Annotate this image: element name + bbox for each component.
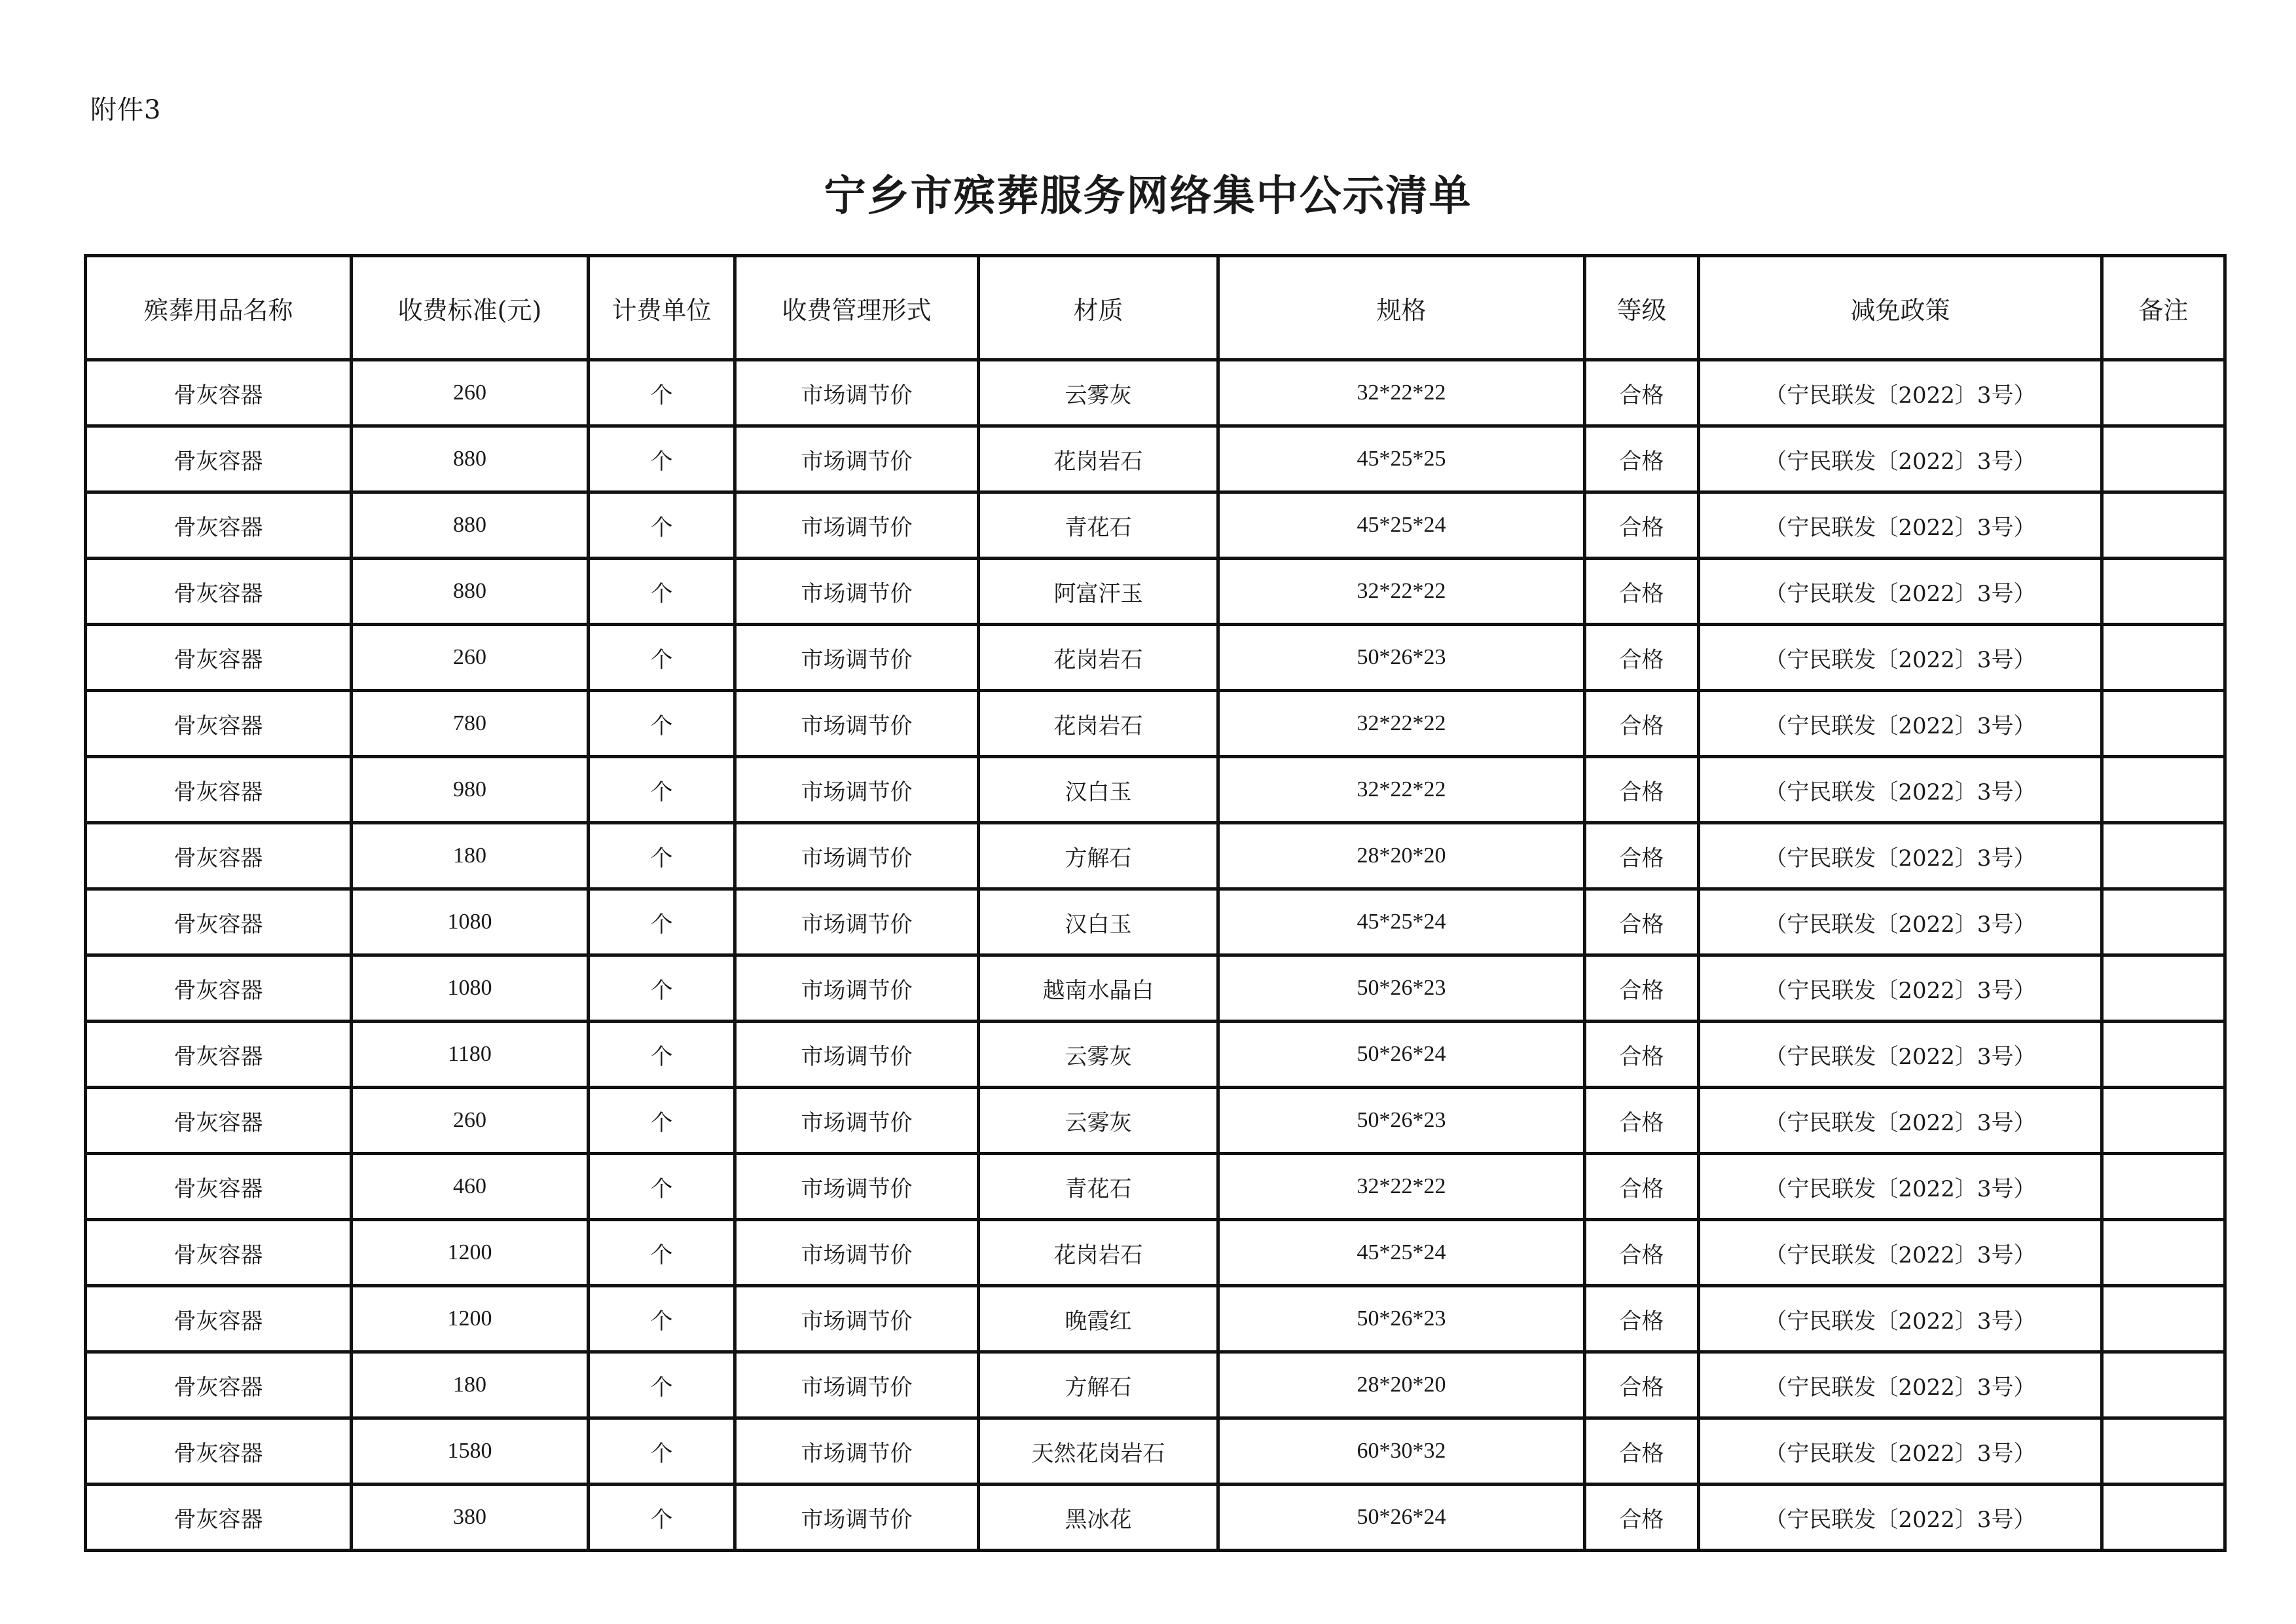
policy-cell: （宁民联发〔2022〕3号） — [1699, 823, 2102, 889]
table-row — [86, 625, 2225, 691]
price-cell: 1200 — [352, 1286, 589, 1352]
item-name-cell: 骨灰容器 — [86, 1220, 352, 1286]
pricing-form-cell: 市场调节价 — [735, 889, 979, 955]
item-name-cell: 骨灰容器 — [86, 492, 352, 559]
remarks-cell — [2102, 1418, 2225, 1485]
table-row — [86, 1286, 2225, 1352]
material-cell: 黑冰花 — [979, 1485, 1218, 1551]
remarks-cell — [2102, 1352, 2225, 1418]
table-row — [86, 1418, 2225, 1485]
table-row — [86, 360, 2225, 426]
table-row — [86, 1220, 2225, 1286]
item-name-cell: 骨灰容器 — [86, 823, 352, 889]
unit-cell: 个 — [589, 360, 735, 426]
grade-cell: 合格 — [1585, 1485, 1699, 1551]
page-title: 宁乡市殡葬服务网络集中公示清单 — [824, 172, 1472, 221]
header-spec: 规格 — [1218, 256, 1585, 360]
table-body — [86, 360, 2225, 1551]
unit-cell: 个 — [589, 757, 735, 823]
price-cell: 1080 — [352, 889, 589, 955]
policy-cell: （宁民联发〔2022〕3号） — [1699, 1220, 2102, 1286]
spec-cell: 45*25*24 — [1218, 1220, 1585, 1286]
item-name-cell: 骨灰容器 — [86, 1418, 352, 1485]
table-header-row — [86, 256, 2225, 360]
item-name-cell: 骨灰容器 — [86, 1154, 352, 1220]
unit-cell: 个 — [589, 1220, 735, 1286]
unit-cell: 个 — [589, 426, 735, 492]
price-cell: 880 — [352, 492, 589, 559]
material-cell: 越南水晶白 — [979, 955, 1218, 1022]
spec-cell: 45*25*24 — [1218, 889, 1585, 955]
price-cell: 780 — [352, 691, 589, 757]
policy-cell: （宁民联发〔2022〕3号） — [1699, 1418, 2102, 1485]
table-row — [86, 889, 2225, 955]
spec-cell: 32*22*22 — [1218, 360, 1585, 426]
spec-cell: 32*22*22 — [1218, 1154, 1585, 1220]
remarks-cell — [2102, 1220, 2225, 1286]
material-cell: 阿富汗玉 — [979, 559, 1218, 625]
grade-cell: 合格 — [1585, 1418, 1699, 1485]
table-row — [86, 1352, 2225, 1418]
grade-cell: 合格 — [1585, 1088, 1699, 1154]
material-cell: 天然花岗岩石 — [979, 1418, 1218, 1485]
unit-cell: 个 — [589, 955, 735, 1022]
spec-cell: 50*26*23 — [1218, 1088, 1585, 1154]
price-cell: 180 — [352, 823, 589, 889]
pricing-form-cell: 市场调节价 — [735, 360, 979, 426]
pricing-form-cell: 市场调节价 — [735, 691, 979, 757]
material-cell: 云雾灰 — [979, 1022, 1218, 1088]
header-grade: 等级 — [1585, 256, 1699, 360]
item-name-cell: 骨灰容器 — [86, 955, 352, 1022]
pricing-form-cell: 市场调节价 — [735, 1286, 979, 1352]
material-cell: 晚霞红 — [979, 1286, 1218, 1352]
unit-cell: 个 — [589, 1352, 735, 1418]
remarks-cell — [2102, 559, 2225, 625]
grade-cell: 合格 — [1585, 625, 1699, 691]
item-name-cell: 骨灰容器 — [86, 1022, 352, 1088]
pricing-form-cell: 市场调节价 — [735, 823, 979, 889]
remarks-cell — [2102, 1485, 2225, 1551]
policy-cell: （宁民联发〔2022〕3号） — [1699, 757, 2102, 823]
remarks-cell — [2102, 1022, 2225, 1088]
table-row — [86, 1022, 2225, 1088]
price-cell: 980 — [352, 757, 589, 823]
table-row — [86, 1154, 2225, 1220]
pricing-form-cell: 市场调节价 — [735, 1352, 979, 1418]
pricing-form-cell: 市场调节价 — [735, 492, 979, 559]
item-name-cell: 骨灰容器 — [86, 426, 352, 492]
unit-cell: 个 — [589, 1154, 735, 1220]
header-policy: 减免政策 — [1699, 256, 2102, 360]
table-row — [86, 559, 2225, 625]
pricing-form-cell: 市场调节价 — [735, 757, 979, 823]
header-unit: 计费单位 — [589, 256, 735, 360]
pricing-form-cell: 市场调节价 — [735, 625, 979, 691]
grade-cell: 合格 — [1585, 492, 1699, 559]
grade-cell: 合格 — [1585, 1154, 1699, 1220]
grade-cell: 合格 — [1585, 823, 1699, 889]
spec-cell: 28*20*20 — [1218, 1352, 1585, 1418]
price-list-table — [84, 254, 2227, 1552]
grade-cell: 合格 — [1585, 757, 1699, 823]
unit-cell: 个 — [589, 1022, 735, 1088]
grade-cell: 合格 — [1585, 559, 1699, 625]
material-cell: 云雾灰 — [979, 1088, 1218, 1154]
material-cell: 方解石 — [979, 823, 1218, 889]
policy-cell: （宁民联发〔2022〕3号） — [1699, 492, 2102, 559]
pricing-form-cell: 市场调节价 — [735, 559, 979, 625]
remarks-cell — [2102, 1286, 2225, 1352]
grade-cell: 合格 — [1585, 1286, 1699, 1352]
policy-cell: （宁民联发〔2022〕3号） — [1699, 1088, 2102, 1154]
header-pricing-form: 收费管理形式 — [735, 256, 979, 360]
table-row — [86, 823, 2225, 889]
remarks-cell — [2102, 757, 2225, 823]
policy-cell: （宁民联发〔2022〕3号） — [1699, 625, 2102, 691]
grade-cell: 合格 — [1585, 360, 1699, 426]
pricing-form-cell: 市场调节价 — [735, 1154, 979, 1220]
table-row — [86, 426, 2225, 492]
policy-cell: （宁民联发〔2022〕3号） — [1699, 559, 2102, 625]
material-cell: 花岗岩石 — [979, 1220, 1218, 1286]
spec-cell: 60*30*32 — [1218, 1418, 1585, 1485]
policy-cell: （宁民联发〔2022〕3号） — [1699, 426, 2102, 492]
item-name-cell: 骨灰容器 — [86, 360, 352, 426]
price-cell: 880 — [352, 559, 589, 625]
remarks-cell — [2102, 691, 2225, 757]
pricing-form-cell: 市场调节价 — [735, 1220, 979, 1286]
policy-cell: （宁民联发〔2022〕3号） — [1699, 1286, 2102, 1352]
header-price: 收费标准(元) — [352, 256, 589, 360]
table-row — [86, 955, 2225, 1022]
spec-cell: 50*26*24 — [1218, 1022, 1585, 1088]
material-cell: 云雾灰 — [979, 360, 1218, 426]
table-row — [86, 1088, 2225, 1154]
grade-cell: 合格 — [1585, 1022, 1699, 1088]
remarks-cell — [2102, 955, 2225, 1022]
material-cell: 汉白玉 — [979, 757, 1218, 823]
unit-cell: 个 — [589, 889, 735, 955]
material-cell: 汉白玉 — [979, 889, 1218, 955]
spec-cell: 32*22*22 — [1218, 559, 1585, 625]
material-cell: 方解石 — [979, 1352, 1218, 1418]
table-row — [86, 757, 2225, 823]
material-cell: 花岗岩石 — [979, 691, 1218, 757]
remarks-cell — [2102, 1154, 2225, 1220]
pricing-form-cell: 市场调节价 — [735, 426, 979, 492]
policy-cell: （宁民联发〔2022〕3号） — [1699, 691, 2102, 757]
price-list-table-container — [84, 254, 2223, 1552]
unit-cell: 个 — [589, 1485, 735, 1551]
header-remarks: 备注 — [2102, 256, 2225, 360]
remarks-cell — [2102, 823, 2225, 889]
unit-cell: 个 — [589, 625, 735, 691]
price-cell: 880 — [352, 426, 589, 492]
header-material: 材质 — [979, 256, 1218, 360]
material-cell: 花岗岩石 — [979, 426, 1218, 492]
unit-cell: 个 — [589, 1088, 735, 1154]
grade-cell: 合格 — [1585, 889, 1699, 955]
item-name-cell: 骨灰容器 — [86, 691, 352, 757]
spec-cell: 50*26*23 — [1218, 1286, 1585, 1352]
remarks-cell — [2102, 426, 2225, 492]
table-row — [86, 492, 2225, 559]
policy-cell: （宁民联发〔2022〕3号） — [1699, 1352, 2102, 1418]
spec-cell: 32*22*22 — [1218, 691, 1585, 757]
pricing-form-cell: 市场调节价 — [735, 1088, 979, 1154]
material-cell: 青花石 — [979, 492, 1218, 559]
price-cell: 460 — [352, 1154, 589, 1220]
spec-cell: 50*26*24 — [1218, 1485, 1585, 1551]
pricing-form-cell: 市场调节价 — [735, 1022, 979, 1088]
policy-cell: （宁民联发〔2022〕3号） — [1699, 1485, 2102, 1551]
unit-cell: 个 — [589, 1418, 735, 1485]
spec-cell: 50*26*23 — [1218, 955, 1585, 1022]
pricing-form-cell: 市场调节价 — [735, 1418, 979, 1485]
price-cell: 180 — [352, 1352, 589, 1418]
attachment-label: 附件3 — [90, 95, 162, 125]
table-row — [86, 1485, 2225, 1551]
remarks-cell — [2102, 492, 2225, 559]
policy-cell: （宁民联发〔2022〕3号） — [1699, 955, 2102, 1022]
remarks-cell — [2102, 360, 2225, 426]
spec-cell: 28*20*20 — [1218, 823, 1585, 889]
grade-cell: 合格 — [1585, 1352, 1699, 1418]
policy-cell: （宁民联发〔2022〕3号） — [1699, 360, 2102, 426]
remarks-cell — [2102, 1088, 2225, 1154]
remarks-cell — [2102, 889, 2225, 955]
pricing-form-cell: 市场调节价 — [735, 1485, 979, 1551]
item-name-cell: 骨灰容器 — [86, 1352, 352, 1418]
grade-cell: 合格 — [1585, 1220, 1699, 1286]
pricing-form-cell: 市场调节价 — [735, 955, 979, 1022]
unit-cell: 个 — [589, 691, 735, 757]
price-cell: 1080 — [352, 955, 589, 1022]
item-name-cell: 骨灰容器 — [86, 625, 352, 691]
unit-cell: 个 — [589, 823, 735, 889]
price-cell: 1580 — [352, 1418, 589, 1485]
price-cell: 1180 — [352, 1022, 589, 1088]
header-item-name: 殡葬用品名称 — [86, 256, 352, 360]
price-cell: 260 — [352, 625, 589, 691]
price-cell: 380 — [352, 1485, 589, 1551]
item-name-cell: 骨灰容器 — [86, 757, 352, 823]
price-cell: 1200 — [352, 1220, 589, 1286]
spec-cell: 45*25*24 — [1218, 492, 1585, 559]
unit-cell: 个 — [589, 492, 735, 559]
material-cell: 青花石 — [979, 1154, 1218, 1220]
policy-cell: （宁民联发〔2022〕3号） — [1699, 1022, 2102, 1088]
remarks-cell — [2102, 625, 2225, 691]
unit-cell: 个 — [589, 1286, 735, 1352]
grade-cell: 合格 — [1585, 691, 1699, 757]
grade-cell: 合格 — [1585, 426, 1699, 492]
item-name-cell: 骨灰容器 — [86, 1485, 352, 1551]
item-name-cell: 骨灰容器 — [86, 1286, 352, 1352]
policy-cell: （宁民联发〔2022〕3号） — [1699, 889, 2102, 955]
material-cell: 花岗岩石 — [979, 625, 1218, 691]
table-row — [86, 691, 2225, 757]
price-cell: 260 — [352, 360, 589, 426]
price-cell: 260 — [352, 1088, 589, 1154]
spec-cell: 50*26*23 — [1218, 625, 1585, 691]
spec-cell: 32*22*22 — [1218, 757, 1585, 823]
unit-cell: 个 — [589, 559, 735, 625]
item-name-cell: 骨灰容器 — [86, 1088, 352, 1154]
grade-cell: 合格 — [1585, 955, 1699, 1022]
spec-cell: 45*25*25 — [1218, 426, 1585, 492]
item-name-cell: 骨灰容器 — [86, 889, 352, 955]
policy-cell: （宁民联发〔2022〕3号） — [1699, 1154, 2102, 1220]
item-name-cell: 骨灰容器 — [86, 559, 352, 625]
